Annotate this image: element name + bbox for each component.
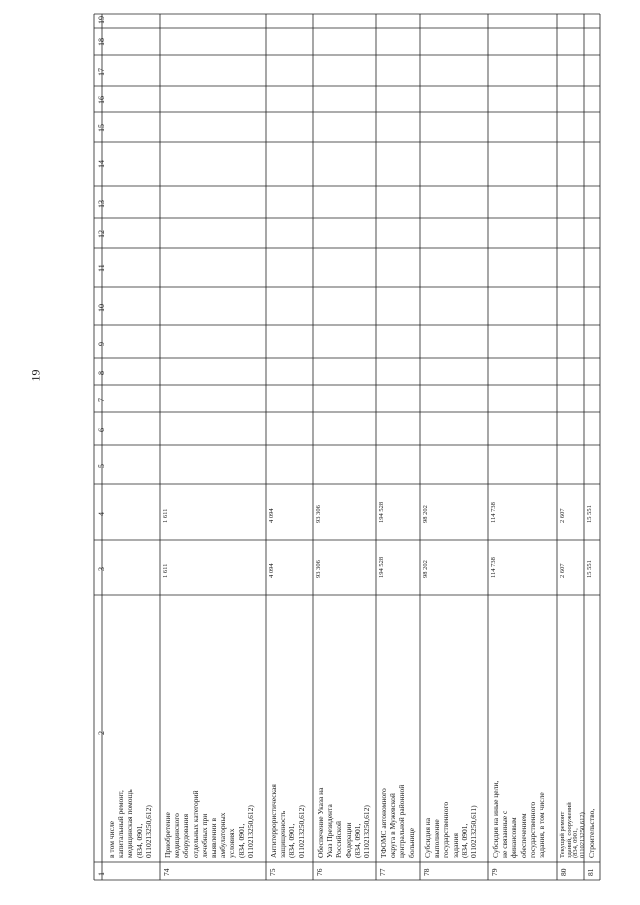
row-name: Субсидия на иные цели, не связанные с финансовым обеспечением государственного задания, в том числе bbox=[491, 780, 547, 858]
row-name: Приобретение медицинского оборудования отдельных категорий лечебных при выявлении в амбулаторных условиях (834, 0901, 0110213250,612) bbox=[163, 790, 255, 858]
col-header-9: 9 bbox=[97, 342, 106, 346]
row-value-col4: 15 551 bbox=[586, 505, 593, 523]
page-number: 19 bbox=[28, 369, 43, 382]
row-value-col3: 114 738 bbox=[490, 557, 497, 578]
col-header-1: 1 bbox=[97, 872, 106, 876]
row-name: Строительство, bbox=[587, 808, 596, 858]
row-number: 81 bbox=[586, 868, 595, 876]
col-header-17: 17 bbox=[97, 68, 106, 76]
row-name: Антитеррористическая защищенность (834, 0901, 0110213250,612) bbox=[269, 784, 306, 858]
row-value-col3: 4 094 bbox=[268, 563, 275, 578]
row-value-col4: 2 607 bbox=[559, 508, 566, 523]
col-header-4: 4 bbox=[97, 512, 106, 516]
row-number: 74 bbox=[162, 868, 171, 876]
col-header-19: 19 bbox=[97, 16, 106, 24]
row-value-col4: 93 306 bbox=[315, 505, 322, 523]
col-header-8: 8 bbox=[97, 371, 106, 375]
row-number: 80 bbox=[559, 868, 568, 876]
row-name: Текущий ремонт зданий, сооружений (834, 0901, 0110213250,612) bbox=[559, 802, 586, 858]
col-header-2: 2 bbox=[97, 731, 106, 735]
row-value-col4: 194 528 bbox=[378, 501, 385, 523]
row-value-col4: 4 094 bbox=[268, 508, 275, 523]
row-value-col3: 98 202 bbox=[422, 560, 429, 578]
col-header-10: 10 bbox=[97, 304, 106, 312]
col-header-13: 13 bbox=[97, 200, 106, 208]
col-header-12: 12 bbox=[97, 230, 106, 238]
row-name: Субсидия на выполнение государственного задания (834, 0901, 0110213250,611) bbox=[423, 801, 479, 858]
row-value-col3: 2 607 bbox=[559, 563, 566, 578]
col-header-15: 15 bbox=[97, 124, 106, 132]
row-value-col3: 15 551 bbox=[586, 560, 593, 578]
col-header-6: 6 bbox=[97, 428, 106, 432]
row-value-col4: 98 202 bbox=[422, 505, 429, 523]
row-number: 76 bbox=[315, 868, 324, 876]
row-name: Обеспечение Указа на Указ Президента Российской Федерации (834, 0901, 0110213250,612) bbox=[316, 787, 372, 858]
row-value-col3: 194 528 bbox=[378, 556, 385, 578]
row-number: 78 bbox=[422, 868, 431, 876]
col-header-3: 3 bbox=[97, 567, 106, 571]
row-value-col4: 114 738 bbox=[490, 502, 497, 523]
col-header-18: 18 bbox=[97, 38, 106, 46]
row-number: 75 bbox=[268, 868, 277, 876]
col-header-16: 16 bbox=[97, 96, 106, 104]
row-value-col4: 1 611 bbox=[162, 508, 169, 523]
row-number: 77 bbox=[378, 868, 387, 876]
col-header-11: 11 bbox=[97, 264, 106, 272]
row-name: в том числе капитальный ремонт, медицинская помощь (834, 0901, 0110213250,612) bbox=[107, 789, 153, 858]
row-name: ТФОМС автономного округа в Мужевской центральной районной больнице bbox=[379, 784, 416, 858]
col-header-14: 14 bbox=[97, 160, 106, 168]
row-number: 79 bbox=[490, 868, 499, 876]
row-value-col3: 93 306 bbox=[315, 560, 322, 578]
col-header-5: 5 bbox=[97, 464, 106, 468]
col-header-7: 7 bbox=[97, 398, 106, 402]
row-value-col3: 1 611 bbox=[162, 563, 169, 578]
